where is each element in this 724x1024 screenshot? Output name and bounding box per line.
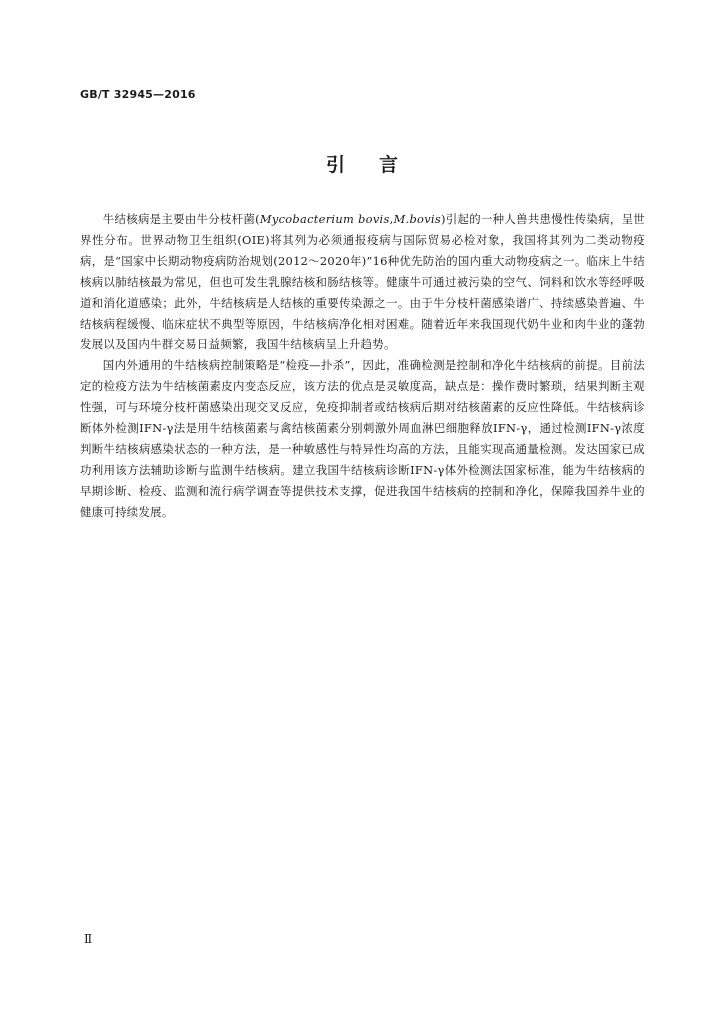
paragraph-1-part2: , (389, 212, 394, 226)
paragraph-1-part1: 牛结核病是主要由牛分枝杆菌( (102, 212, 260, 226)
standard-code-header: GB/T 32945—2016 (80, 88, 196, 101)
section-title: 引言 (325, 154, 432, 176)
paragraph-2: 国内外通用的牛结核病控制策略是“检疫—扑杀”，因此，准确检测是控制和净化牛结核病的前提。目前法定的检疫方法为牛结核菌素皮内变态反应，该方法的优点是灵敏度高，缺点是：操作费时繁琐，结果判断主观性强，可与环境分枝杆菌感染出现交叉反应，免疫抑制者或结核病后期对结核菌素的反应性降低。牛结核病诊断体外检测IFN-γ法是用牛结核菌素与禽结核菌素分别刺激外周血淋巴细胞释放IFN-γ，通过检测IFN-γ浓度判断牛结核病感染状态的一种方法，是一种敏感性与特异性均高的方法，且能实现高通量检测。发达国家已成功利用该方法辅助诊断与监测牛结核病。建立我国牛结核病诊断IFN-γ体外检测法国家标准，能为牛结核病的早期诊断、检疫、监测和流行病学调查等提供技术支撑，促进我国牛结核病的控制和净化，保障我国养牛业的健康可持续发展。 (80, 358, 645, 519)
body-text (80, 209, 645, 523)
species-abbrev-latin: M.bovis (393, 212, 442, 226)
paragraph-1 (80, 209, 645, 355)
page-number: Ⅱ (84, 932, 93, 946)
paragraph-1-part3: )引起的一种人兽共患慢性传染病，呈世界性分布。世界动物卫生组织(OIE)将其列为必须通报疫病与国际贸易必检对象，我国将其列为二类动物疫病，是“国家中长期动物疫病防治规划(2012～2020年)”16种优先防治的国内重大动物疫病之一。临床上牛结核病以肺结核最为常见，但也可发生乳腺结核和肠结核等。健康牛可通过被污染的空气、饲料和饮水等经呼吸道和消化道感染；此外，牛结核病是人结核的重要传染源之一。由于牛分枝杆菌感染谱广、持续感染普遍、牛结核病程缓慢、临床症状不典型等原因，牛结核病净化相对困难。随着近年来我国现代奶牛业和肉牛业的蓬勃发展以及国内牛群交易日益频繁，我国牛结核病呈上升趋势。 (80, 212, 645, 352)
species-name-latin: Mycobacterium bovis (259, 212, 390, 226)
